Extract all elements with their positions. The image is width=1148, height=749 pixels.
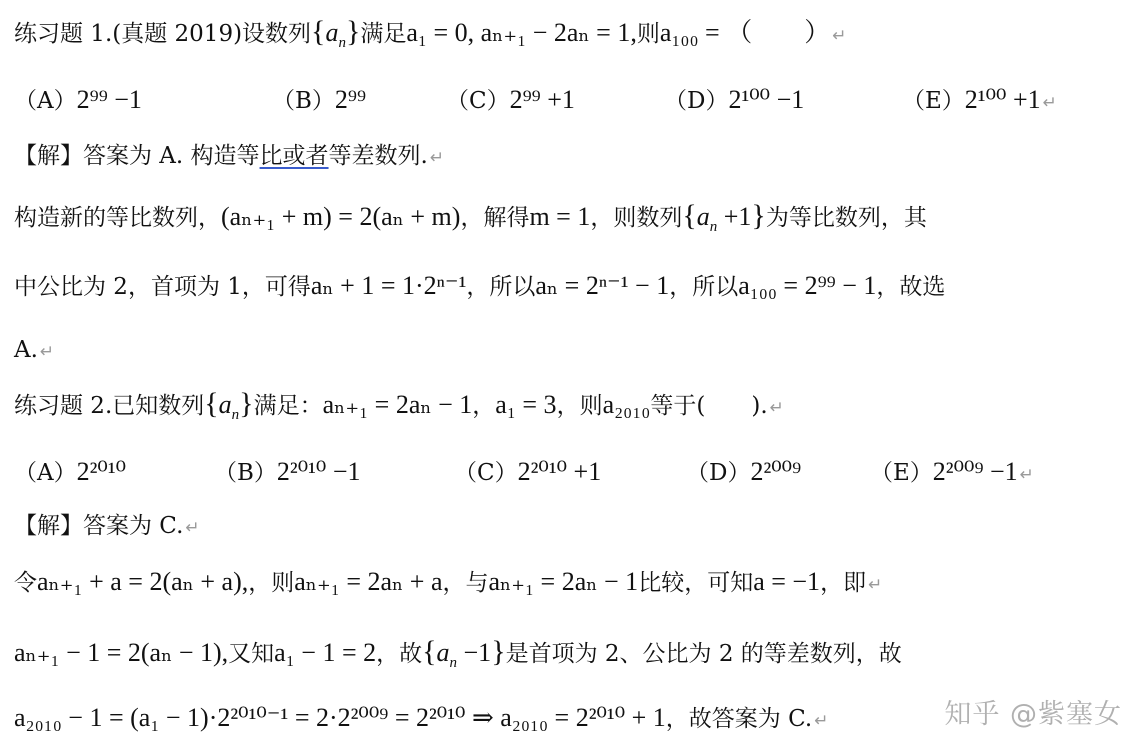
solution-2-line-1: 令aₙ₊₁ + a = 2(aₙ + a),，则aₙ₊₁ = 2aₙ + a，与aₙ₊₁ = 2aₙ − 1比较，可知a = −1，即 ↵ xyxy=(14,567,883,596)
paragraph-mark-icon: ↵ xyxy=(429,148,445,168)
paragraph-mark-icon: ↵ xyxy=(769,398,784,418)
solution-1-header: 【解】答案为 A. 构造等比或者等差数列. ↵ xyxy=(14,143,445,169)
option-b: （B）2⁹⁹ xyxy=(272,85,367,114)
solution-2-line-3: a₂₀₁₀ − 1 = (a₁ − 1)·2²⁰¹⁰⁻¹ = 2·2²⁰⁰⁹ = 2²⁰¹⁰ ⇒ a₂₀₁₀ = 2²⁰¹⁰ + 1，故答案为 C. ↵ xyxy=(14,703,829,732)
option-e: （E）2¹⁰⁰ +1 ↵ xyxy=(902,85,1057,114)
paragraph-mark-icon: ↵ xyxy=(1042,93,1057,113)
sequence-an: $\{a_n\}$ xyxy=(204,387,254,423)
p1-condition: a₁ = 0, aₙ₊₁ − 2aₙ = 1, xyxy=(406,18,637,47)
solution-2-header: 【解】答案为 C. ↵ xyxy=(14,513,200,539)
p1-target: a₁₀₀ = （ ） xyxy=(659,18,831,47)
option-c: （C）2⁹⁹ +1 xyxy=(446,85,575,114)
problem-2-statement: 练习题 2.已知数列$\{a_n\}$满足：aₙ₊₁ = 2aₙ − 1，a₁ = 3，则a₂₀₁₀等于( ). ↵ xyxy=(14,387,784,423)
option-a: （A）2⁹⁹ −1 xyxy=(14,85,142,114)
problem-2-options xyxy=(14,456,1134,490)
option-a: （A）2²⁰¹⁰ xyxy=(14,457,127,486)
option-d: （D）2²⁰⁰⁹ xyxy=(686,457,802,486)
sequence-an-plus-1: $\{a_n +1\}$ xyxy=(682,199,766,235)
option-e: （E）2²⁰⁰⁹ −1 ↵ xyxy=(870,457,1034,486)
solution-1-line-2: 中公比为 2，首项为 1，可得aₙ + 1 = 1·2ⁿ⁻¹，所以aₙ = 2ⁿ⁻¹ − 1，所以a₁₀₀ = 2⁹⁹ − 1，故选 xyxy=(14,271,946,300)
paragraph-mark-icon: ↵ xyxy=(814,711,829,731)
problem-1-statement: 练习题 1.(真题 2019)设数列$\{a_n\}$满足a₁ = 0, aₙ₊₁ − 2aₙ = 1,则a₁₀₀ = （ ） ↵ xyxy=(14,15,847,51)
paragraph-mark-icon: ↵ xyxy=(185,518,200,538)
paragraph-mark-icon: ↵ xyxy=(1019,465,1034,485)
problem-1-options xyxy=(14,84,1134,118)
underlined-text: 比或者 xyxy=(259,143,329,169)
paragraph-mark-icon: ↵ xyxy=(39,342,55,362)
option-c: （C）2²⁰¹⁰ +1 xyxy=(454,457,602,486)
sequence-an-minus-1: $\{a_n -1\}$ xyxy=(422,635,506,671)
solution-2-line-2: aₙ₊₁ − 1 = 2(aₙ − 1),又知a₁ − 1 = 2，故$\{a_n -1\}$是首项为 2、公比为 2 的等差数列，故 xyxy=(14,635,902,671)
paragraph-mark-icon: ↵ xyxy=(868,575,883,595)
option-d: （D）2¹⁰⁰ −1 xyxy=(664,85,805,114)
paragraph-mark-icon: ↵ xyxy=(832,26,847,46)
solution-1-line-1: 构造新的等比数列，(aₙ₊₁ + m) = 2(aₙ + m)，解得m = 1，则数列$\{a_n +1\}$为等比数列，其 xyxy=(14,199,927,235)
option-b: （B）2²⁰¹⁰ −1 xyxy=(214,457,361,486)
zhihu-watermark: 知乎 @紫塞女 xyxy=(944,699,1122,730)
solution-1-line-3: A. ↵ xyxy=(14,337,55,363)
sequence-an: $\{a_n\}$ xyxy=(311,15,361,51)
